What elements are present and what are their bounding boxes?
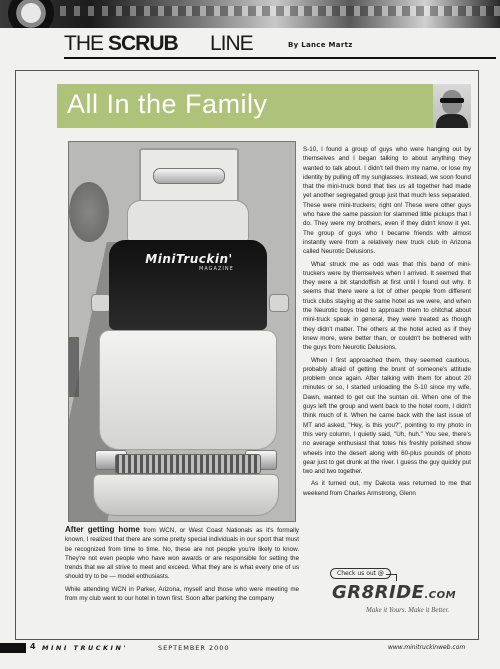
- paragraph: When I first approached them, they seemed cautious, probably afraid of getting the brunt of someone's attitude problem once again. After talking with them for about 20 minutes or so, I started unloading the S-10 since my wife, Dawn, wanted to get out the suntan oil. When one of the guys left the group and went back to the hotel room, I didn't think much of it. When he came back with the last issue of MT and asked, "Hey, is this you?", pointing to my photo in this very column, I quietly said, "Uh, huh." You see, there's no average enthusiast that totes his freshly polished show wheels into the desert along with 60-plus pounds of photo gear just to get drunk at the river. I guess the guy quickly put two and two together.: [303, 356, 471, 476]
- headline-bar: [57, 84, 433, 128]
- logo-main: GR8RIDE: [332, 582, 425, 603]
- portrait-body: [436, 114, 468, 128]
- wheel-image: [8, 0, 54, 28]
- lead-in: After getting home: [65, 525, 140, 534]
- page-footer: [0, 640, 500, 654]
- windshield-banner-sub: MAGAZINE: [199, 266, 234, 272]
- right-text-column: [303, 145, 471, 501]
- bottom-text-column: [65, 525, 299, 606]
- truck-cab: [127, 200, 249, 242]
- right-mirror: [269, 294, 289, 312]
- top-banner-photo: [0, 0, 500, 28]
- windshield: [109, 240, 267, 330]
- column-title-line: LINE: [210, 32, 253, 55]
- author-portrait: [433, 84, 471, 128]
- footer-bar: [0, 643, 26, 653]
- logo-suffix: .COM: [424, 590, 457, 601]
- front-bumper: [93, 474, 279, 516]
- truck-hood: [99, 330, 277, 450]
- column-title-scrub: SCRUB: [108, 32, 178, 55]
- column-header: [64, 30, 496, 56]
- ad-tagline: Make it Yours. Make it Better.: [366, 606, 450, 614]
- column-title-the: THE: [64, 32, 103, 55]
- gr8ride-ad[interactable]: [330, 568, 480, 620]
- paragraph: S-10, I found a group of guys who were hanging out by themselves and I began talking to about anything they wanted to talk about. I didn't tell them my name, or lose my identity by pulling off my sunglasses. Instead, we soon found that the mini-truck bond that ties us all together had made yet another segregated group just that much less separated. These were mini-truckers; right on! These were other guys who have the same passion for slammed little pickups that I do. They were my brothers, even if they didn't know it yet. The group of guys who I became friends with almost instantly were from a relatively new truck club in Arizona called Neurotic Delusions.: [303, 146, 471, 256]
- sunglasses-icon: [440, 98, 464, 103]
- truck-bed: [139, 148, 239, 204]
- paragraph: What struck me as odd was that this band of mini-truckers were by themselves when I arrived. It seemed that they were a bit standoffish at first until I found out why. It seems that there were a lot of other people from different truck clubs staying at the same hotel as we were, and when the Neurotic boys tried to approach them to chitchat about mini-truck speak in general, they were treated as though they didn't matter. The others at the hotel acted as if they knew more, were better than, or couldn't be bothered with the guys from Neurotic Delusions.: [303, 260, 471, 352]
- left-mirror: [91, 294, 111, 312]
- paragraph: [65, 525, 299, 582]
- article-headline: All In the Family: [67, 89, 268, 119]
- windshield-banner: MiniTruckin': [145, 252, 233, 266]
- banner-texture: [60, 6, 500, 16]
- ad-check-tag: Check us out @: [330, 568, 391, 579]
- byline: By Lance Martz: [288, 41, 353, 49]
- page-number: 4: [30, 642, 36, 651]
- truck-grille: [115, 454, 261, 474]
- lead-paragraph-text: from WCN, or West Coast Nationals as it's formally known, I realized that there are some pretty special individuals in our sport that must be recognized from time to time. No, these are not people you're likely to know. They're not even people who have won awards or are responsible for setting the trends that we all strive to meet and exceed. What they are is what every one of us should try to be — model enthusiasts.: [65, 527, 299, 581]
- website-url[interactable]: www.minitruckinweb.com: [388, 644, 466, 651]
- issue-date: SEPTEMBER 2000: [158, 644, 230, 652]
- paragraph: As it turned out, my Dakota was returned to me that weekend from Charles Armstrong, Glenn: [303, 480, 471, 497]
- magazine-name: MINI TRUCKIN': [42, 644, 128, 652]
- mini-truck-image: [91, 144, 275, 520]
- truck-photo: [68, 141, 296, 522]
- paragraph: While attending WCN in Parker, Arizona, myself and those who were meeting me from my club went to our hotel in town first. Soon after parking the company: [65, 585, 299, 603]
- gr8ride-logo: [332, 582, 456, 603]
- arrow-icon: [386, 574, 397, 581]
- header-rule: [64, 57, 496, 59]
- air-tank: [153, 168, 225, 184]
